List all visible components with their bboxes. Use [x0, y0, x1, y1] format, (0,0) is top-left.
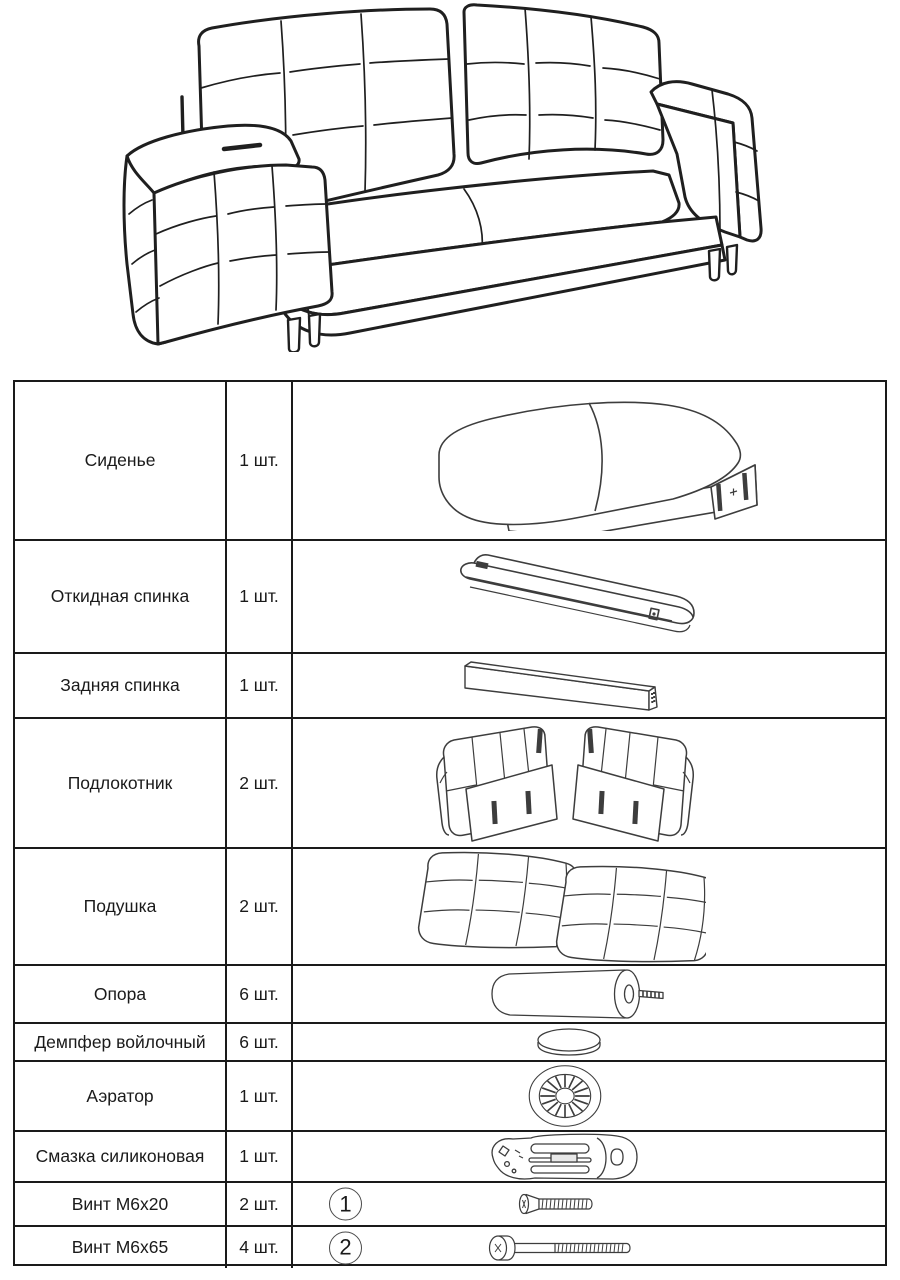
part-illustration-cell	[293, 1227, 885, 1268]
armrest-pair-illustration	[420, 723, 710, 843]
part-qty: 1 шт.	[227, 382, 293, 539]
part-name: Откидная спинка	[15, 541, 227, 652]
parts-table	[13, 380, 887, 1266]
part-qty: 1 шт.	[227, 541, 293, 652]
leg-illustration	[483, 966, 669, 1022]
screw-marker-1: 1	[329, 1188, 362, 1221]
table-row-felt-damper	[15, 1022, 885, 1060]
part-illustration-cell	[293, 849, 885, 964]
part-qty: 6 шт.	[227, 966, 293, 1022]
part-name: Смазка силиконовая	[15, 1132, 227, 1181]
part-illustration-cell	[293, 1132, 885, 1181]
aerator-illustration	[523, 1063, 607, 1129]
part-name: Опора	[15, 966, 227, 1022]
part-illustration-cell	[293, 382, 885, 539]
table-row-screw-m6x65	[15, 1225, 885, 1268]
screw-marker-2: 2	[329, 1231, 362, 1264]
table-row-cushion	[15, 847, 885, 964]
table-row-back-panel	[15, 652, 885, 717]
part-illustration-cell	[293, 966, 885, 1022]
part-qty: 1 шт.	[227, 1062, 293, 1130]
part-qty: 1 шт.	[227, 654, 293, 717]
table-row-armrest	[15, 717, 885, 847]
part-qty: 4 шт.	[227, 1227, 293, 1268]
part-qty: 2 шт.	[227, 849, 293, 964]
part-qty: 2 шт.	[227, 1183, 293, 1225]
part-name: Аэратор	[15, 1062, 227, 1130]
part-qty: 6 шт.	[227, 1024, 293, 1060]
part-illustration-cell	[293, 1062, 885, 1130]
screw-m6x20-illustration	[513, 1191, 599, 1217]
part-qty: 1 шт.	[227, 1132, 293, 1181]
screw-m6x65-illustration	[485, 1233, 635, 1263]
part-name: Подушка	[15, 849, 227, 964]
part-illustration-cell	[293, 1024, 885, 1060]
table-row-silicone-grease	[15, 1130, 885, 1181]
felt-damper-illustration	[533, 1026, 605, 1058]
table-row-seat	[15, 382, 885, 539]
part-name: Подлокотник	[15, 719, 227, 847]
part-illustration-cell	[293, 719, 885, 847]
table-row-leg	[15, 964, 885, 1022]
seat-illustration	[411, 391, 831, 531]
back-panel-illustration	[451, 656, 681, 716]
part-illustration-cell	[293, 1183, 885, 1225]
cushion-pair-illustration	[410, 851, 706, 963]
part-illustration-cell	[293, 541, 885, 652]
part-name: Винт М6х65	[15, 1227, 227, 1268]
part-qty: 2 шт.	[227, 719, 293, 847]
part-name: Винт М6х20	[15, 1183, 227, 1225]
part-name: Задняя спинка	[15, 654, 227, 717]
table-row-screw-m6x20	[15, 1181, 885, 1225]
sofa-illustration	[112, 2, 772, 352]
part-illustration-cell	[293, 654, 885, 717]
part-name: Сиденье	[15, 382, 227, 539]
part-name: Демпфер войлочный	[15, 1024, 227, 1060]
table-row-folding-backrest	[15, 539, 885, 652]
silicone-grease-illustration	[481, 1132, 641, 1182]
table-row-aerator	[15, 1060, 885, 1130]
folding-backrest-illustration	[444, 547, 704, 647]
